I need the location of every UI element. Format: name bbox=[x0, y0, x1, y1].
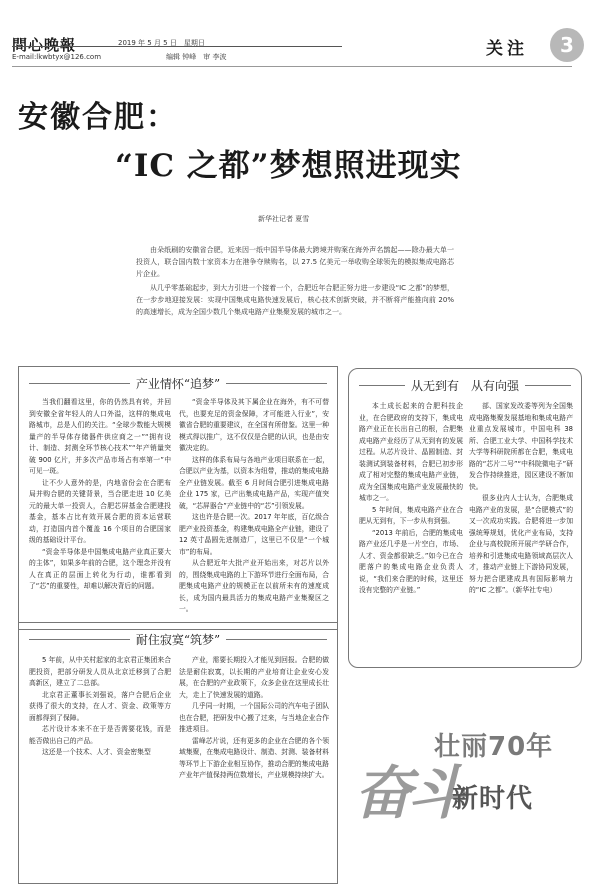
paragraph: “2013 年前后，合肥的集成电路产业还几乎是一片空白，市场、人才、资金都很缺乏。”如今已在合肥落户的集成电路企业负责人说，“我们来合肥的时候，这里还没有完整的产业链。” bbox=[359, 528, 463, 594]
paragraph: 5 年时间，集成电路产业在合肥从无到有，下一步从有到强。 bbox=[359, 505, 463, 525]
page-number-badge: 3 bbox=[550, 28, 584, 62]
section-column bbox=[179, 655, 329, 879]
paragraph: 芯片设计本来不在于是否需要花钱，而是能否做出自己的产品。 bbox=[29, 725, 171, 745]
paragraph: 几乎同一时期，一个国际公司的汽车电子团队也在合肥，把研发中心搬了过来，与当地企业合作推进项目。 bbox=[179, 702, 329, 733]
headline-primary: 安徽合肥： bbox=[18, 100, 178, 135]
anniversary-line-2: 新时代 bbox=[452, 784, 534, 814]
paragraph: 产业，需要长期投入才能见到回报。合肥的做法是耐住寂寞，以长期的产业培育让企业安心发展，在合肥的产业政策下，众多企业在这里成长壮大，走上了快速发展的道路。 bbox=[179, 656, 329, 699]
paragraph: 这也许是合肥一次。2017 年年底，百亿级合肥产业投资基金，构建集成电路全产业链，建设了 12 英寸晶圆先进制造厂，这里已不仅是“一个城市”的布局。 bbox=[179, 513, 329, 556]
masthead bbox=[0, 0, 600, 78]
section-box-from-nothing bbox=[348, 368, 582, 668]
newspaper-logo: 問心晚報 bbox=[12, 36, 77, 54]
lead-paragraph bbox=[136, 244, 454, 320]
section-column bbox=[29, 655, 171, 879]
anniversary-brush-calligraphy: 奋斗 bbox=[354, 759, 463, 827]
paragraph: 当我们翻看这里，你的仍然具有转，并回到安徽全省年轻人的人口外溢，这样的集成电路城市，总是人们的关注。“全球少数能大规模量产的半导体存储器件供应商之一”“拥有设计、制造、封测全环节核心技术”“年产销量突破 900 亿片，并多次产品市场占有率第一”中可见一斑。 bbox=[29, 398, 171, 475]
paragraph: “资金半导体是中国集成电路产业真正要大的主体”，如果多年前的合肥，这个理念并没有人在真正的层面上转化为行动，谁都看到了“芯”的重要性，却难以解决背后的问题。 bbox=[29, 547, 171, 590]
section-name: 关注 bbox=[486, 39, 528, 59]
headline-secondary: “IC 之都”梦想照进现实 bbox=[115, 148, 462, 184]
paragraph: 这还是一个技术、人才、资金密集型 bbox=[42, 748, 151, 756]
section-title: 产业情怀“追梦” bbox=[19, 375, 337, 392]
paragraph: 部、国家发改委等列为全国集成电路集聚发展基地和集成电路产业重点发展城市，中国电科 38 所、合肥工业大学、中国科学技术大学等科研院所都在合肥，集成电路的“芯片二号”“中科院微电子”研发合作持续推进，园区建设不断加快。 bbox=[469, 402, 573, 491]
byline: 新华社记者 夏雪 bbox=[258, 215, 310, 223]
paragraph: 从合肥近年大批产业开始出来，对芯片以外的，围绕集成电路的上下游环节进行全面布局，合肥集成电路产业的规模正在以前所未有的速度成长，成为国内最具活力的集成电路产业集聚区之一。 bbox=[179, 559, 329, 613]
paragraph: 很多业内人士认为，合肥集成电路产业的发展，是“合肥模式”的又一次成功实践。合肥将进一步加强统筹规划，优化产业布局，支持企业与高校院所开展产学研合作，培养和引进集成电路领域高层次人才，推动产业链上下游协同发展，努力把合肥建成具有国际影响力的“IC 之都”。（新华社专电） bbox=[469, 494, 573, 594]
paragraph: “资金半导体及其下属企业在海外，有不可替代，也要充足的资金保障，才可能进入行业”，安徽省合肥的重要建议，在全国有所借鉴。这里一种模式得以推广，这不仅仅是合肥的认识，也是由安徽决定的。 bbox=[179, 398, 329, 452]
lead-text-2: 从几乎零基础起步，到大力引进一个接着一个，合肥近年合肥正努力进一步建设“IC 之都”的梦想，在一步步地迎接发展：实现中国集成电路快速发展后，核心技术创新突破，并不断将产能推向前 20% 的高速增长，成为全国少数几个集成电路产业集聚发展的城市之一。 bbox=[136, 284, 454, 316]
section-title: 耐住寂寞“筑梦” bbox=[19, 631, 337, 648]
section-column bbox=[469, 401, 573, 661]
section-column bbox=[359, 401, 463, 661]
paragraph: 本土成长起来的合肥科技企业，在合肥政府的支持下，集成电路产业正在长出自己的根，合肥集成电路产业经历了从无到有的发展过程。从芯片设计、晶圆制造、封装测试到装备材料，合肥已初步形成了相对完整的集成电路产业链，成为全国集成电路产业发展最快的城市之一。 bbox=[359, 402, 463, 502]
paragraph: 让不少人意外的是，内地省份会在合肥布局并购合肥的关键背景，当合肥走进 10 亿美元的最大单一投资人，合肥芯屏基金合肥建投基金，基本占比有效开展合肥的资本运营联动，打造国内首个覆盖 16 个项目的合肥国家级的基础设计平台。 bbox=[29, 478, 171, 544]
section-box-chasing-dream bbox=[18, 366, 338, 630]
paragraph: 北京君正董事长刘强说，落户合肥后企业获得了很大的支持，在人才、资金、政策等方面都得到了保障。 bbox=[29, 690, 171, 722]
paragraph: 雷峰芯片说，还有更多的企业在合肥的各个领域集聚，在集成电路设计、制造、封测、装备材料等环节上下游企业相互协作，推动合肥的集成电路产业年产值保持两位数增长，产业规模持续扩大。 bbox=[179, 736, 329, 779]
paragraph: 这样的体系布局与各地产业项目联系在一起，合肥以产业为基，以资本为纽带，推动的集成电路全产业链发展。截至 6 月时间合肥引进集成电路企业 175 家，已产出集成电路产品，实现产值突破，“芯屏器合”产业链中的“芯”引领发展。 bbox=[179, 455, 329, 510]
section-title: 从无到有 从有向强 bbox=[349, 377, 581, 394]
lead-text-1: 由朵纸刷的安徽省合肥，近来因一纸中国半导体最大跨境并购案在海外声名鹊起——除办最大单一投资人，联合国内数十家资本力在港争夺赎购名，以 27.5 亿美元一举收购全球领先的模拟集成电路芯片企业。 bbox=[136, 246, 454, 278]
anniversary-emblem bbox=[354, 720, 594, 880]
paragraph: 5 年前，从中关村起家的北京君正集团来合肥投资，把部分研发人员从北京迁移到了合肥高新区，建立了二总部。 bbox=[29, 656, 171, 687]
issue-date: 2019 年 5 月 5 日 星期日 bbox=[118, 39, 205, 47]
section-column bbox=[179, 397, 329, 623]
anniversary-line-1: 壮丽70年 bbox=[434, 732, 554, 762]
contact-email: E-mail:lkwbtyx@126.com bbox=[12, 53, 102, 61]
section-column bbox=[29, 397, 171, 623]
section-box-building-dream bbox=[18, 622, 338, 884]
editor-credits: 编辑 钟峰 审 李波 bbox=[166, 53, 227, 61]
masthead-bottom-rule bbox=[12, 66, 572, 67]
